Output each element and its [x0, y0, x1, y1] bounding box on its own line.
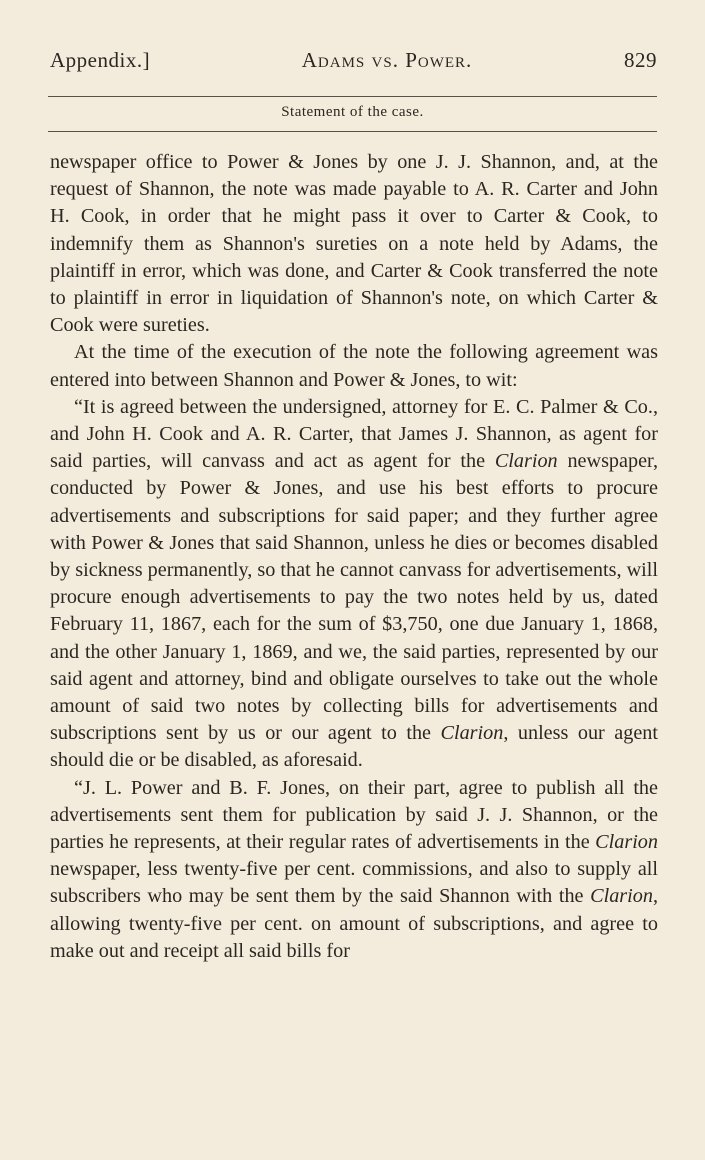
subheading-rule: [48, 131, 657, 132]
newspaper-title: Clarion: [494, 450, 558, 473]
paragraph: newspaper office to Power & Jones by one J. J. Shannon, and, at the request of Shannon, the note was made payable to A. R. Carter and John H. Cook, in order that he might pass it over to Carter & Cook, to indemnify them as Shannon's sureties on a note held by Adams, the plaintiff in error, which was done, and Carter & Cook transferred the note to plaintiff in error in liquidation of Shannon's note, on which Carter & Cook were sureties.: [50, 151, 658, 337]
header-rule: [48, 96, 657, 97]
newspaper-title: Clarion: [595, 831, 658, 854]
paragraph: At the time of the execution of the note the following agreement was entered into between Shannon and Power & Jones, to wit:: [50, 341, 658, 391]
header-case-title: Adams vs. Power.: [301, 48, 473, 72]
body-text: [50, 149, 658, 965]
newspaper-title: Clarion: [440, 722, 504, 745]
running-header: [50, 48, 657, 73]
paragraph: “It is agreed between the undersigned, attorney for E. C. Palmer & Co., and John H. Cook and A. R. Carter, that James J. Shannon, as agent for said parties, will canvass and act as agent for the Clarion newspaper, conducted by Power & Jones, and use his best efforts to procure advertisements and subscriptions for said paper; and they further agree with Power & Jones that said Shannon, unless he dies or becomes disabled by sickness permanently, so that he cannot canvass for advertisements, will procure enough advertisements to pay the two notes held by us, dated February 11, 1867, each for the sum of $3,750, one due January 1, 1868, and the other January 1, 1869, and we, the said parties, represented by our said agent and attorney, bind and obligate ourselves to take out the whole amount of said two notes by collecting bills for advertisements and subscriptions sent by us or our agent to the Clarion, unless our agent should die or be disabled, as aforesaid.: [50, 395, 658, 772]
newspaper-title: Clarion: [590, 885, 653, 908]
header-section-label: Appendix.]: [50, 48, 151, 72]
page-number: 829: [623, 48, 657, 72]
section-subheading: Statement of the case.: [281, 104, 424, 120]
paragraph: “J. L. Power and B. F. Jones, on their part, agree to publish all the advertisements sent them for publication by said J. J. Shannon, or the parties he represents, at their regular rates of advertisements in the Clarion newspaper, less twenty-five per cent. commissions, and also to supply all subscribers who may be sent them by the said Shannon with the Clarion, allowing twenty-five per cent. on amount of subscriptions, and agree to make out and receipt all said bills for: [50, 776, 658, 962]
